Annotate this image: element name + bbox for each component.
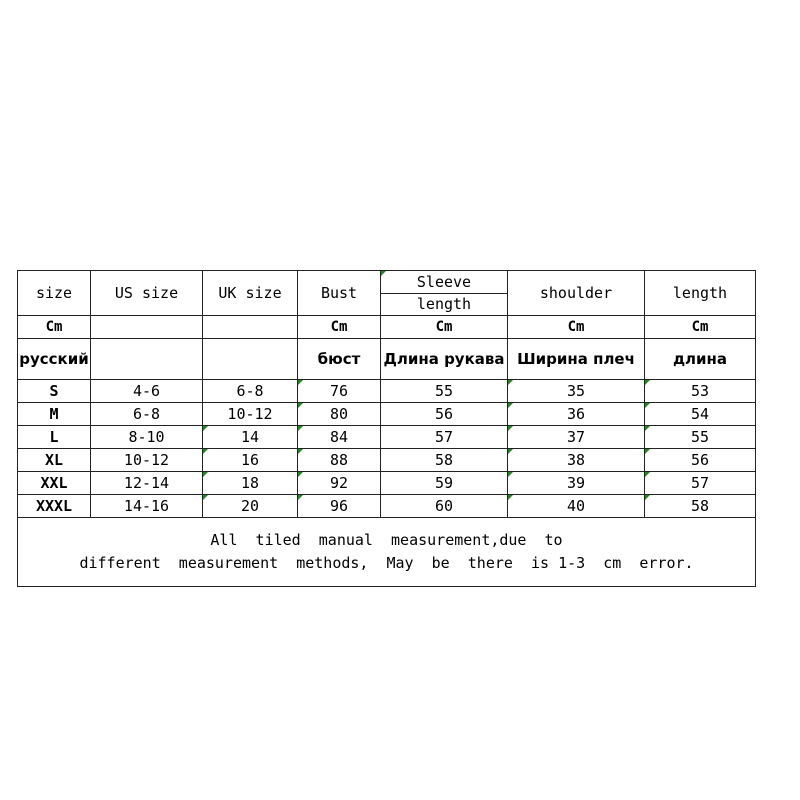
row-us: 12-14 xyxy=(91,472,203,495)
row-shoulder: 36 xyxy=(508,403,645,426)
header-sleeve-length xyxy=(381,271,508,316)
row-size: XXXL xyxy=(18,495,91,518)
header-row xyxy=(18,271,756,316)
unit-size: Cm xyxy=(18,316,91,339)
row-size: S xyxy=(18,380,91,403)
row-sleeve: 59 xyxy=(381,472,508,495)
row-uk: 10-12 xyxy=(203,403,298,426)
unit-shoulder: Cm xyxy=(508,316,645,339)
row-size: M xyxy=(18,403,91,426)
note-line-1: All tiled manual measurement,due to xyxy=(210,531,563,549)
row-size: XXL xyxy=(18,472,91,495)
row-us: 6-8 xyxy=(91,403,203,426)
row-size: XL xyxy=(18,449,91,472)
ru-us-size xyxy=(91,339,203,380)
note-row xyxy=(18,518,756,587)
ru-bust: бюст xyxy=(298,339,381,380)
row-us: 8-10 xyxy=(91,426,203,449)
table-row xyxy=(18,472,756,495)
row-us: 14-16 xyxy=(91,495,203,518)
header-size: size xyxy=(18,271,91,316)
row-shoulder: 40 xyxy=(508,495,645,518)
row-length: 56 xyxy=(645,449,756,472)
row-us: 4-6 xyxy=(91,380,203,403)
row-length: 54 xyxy=(645,403,756,426)
row-shoulder: 39 xyxy=(508,472,645,495)
row-length: 58 xyxy=(645,495,756,518)
ru-shoulder: Ширина плеч xyxy=(508,339,645,380)
row-size: L xyxy=(18,426,91,449)
row-uk: 6-8 xyxy=(203,380,298,403)
table-row xyxy=(18,403,756,426)
header-shoulder: shoulder xyxy=(508,271,645,316)
header-uk-size: UK size xyxy=(203,271,298,316)
row-sleeve: 55 xyxy=(381,380,508,403)
measurement-note xyxy=(18,518,756,587)
header-length: length xyxy=(645,271,756,316)
ru-size: русский xyxy=(18,339,91,380)
note-line-2: different measurement methods, May be there is 1-3 cm error. xyxy=(79,554,694,572)
row-uk: 18 xyxy=(203,472,298,495)
ru-length: длина xyxy=(645,339,756,380)
row-length: 53 xyxy=(645,380,756,403)
row-bust: 80 xyxy=(298,403,381,426)
table-row xyxy=(18,380,756,403)
row-bust: 88 xyxy=(298,449,381,472)
table-row xyxy=(18,426,756,449)
unit-us-size xyxy=(91,316,203,339)
size-chart-table xyxy=(17,270,756,587)
unit-sleeve: Cm xyxy=(381,316,508,339)
row-bust: 84 xyxy=(298,426,381,449)
ru-sleeve: Длина рукава xyxy=(381,339,508,380)
header-bust: Bust xyxy=(298,271,381,316)
table-row xyxy=(18,449,756,472)
header-us-size: US size xyxy=(91,271,203,316)
ru-uk-size xyxy=(203,339,298,380)
row-sleeve: 57 xyxy=(381,426,508,449)
row-bust: 96 xyxy=(298,495,381,518)
row-uk: 20 xyxy=(203,495,298,518)
unit-length: Cm xyxy=(645,316,756,339)
row-sleeve: 60 xyxy=(381,495,508,518)
unit-uk-size xyxy=(203,316,298,339)
row-bust: 92 xyxy=(298,472,381,495)
header-sleeve-line1: Sleeve xyxy=(381,271,507,294)
row-us: 10-12 xyxy=(91,449,203,472)
row-shoulder: 38 xyxy=(508,449,645,472)
row-length: 55 xyxy=(645,426,756,449)
row-bust: 76 xyxy=(298,380,381,403)
table-row xyxy=(18,495,756,518)
row-shoulder: 37 xyxy=(508,426,645,449)
row-uk: 14 xyxy=(203,426,298,449)
row-shoulder: 35 xyxy=(508,380,645,403)
russian-row xyxy=(18,339,756,380)
row-uk: 16 xyxy=(203,449,298,472)
unit-bust: Cm xyxy=(298,316,381,339)
row-sleeve: 56 xyxy=(381,403,508,426)
header-sleeve-line2: length xyxy=(416,295,472,314)
unit-row xyxy=(18,316,756,339)
row-length: 57 xyxy=(645,472,756,495)
row-sleeve: 58 xyxy=(381,449,508,472)
